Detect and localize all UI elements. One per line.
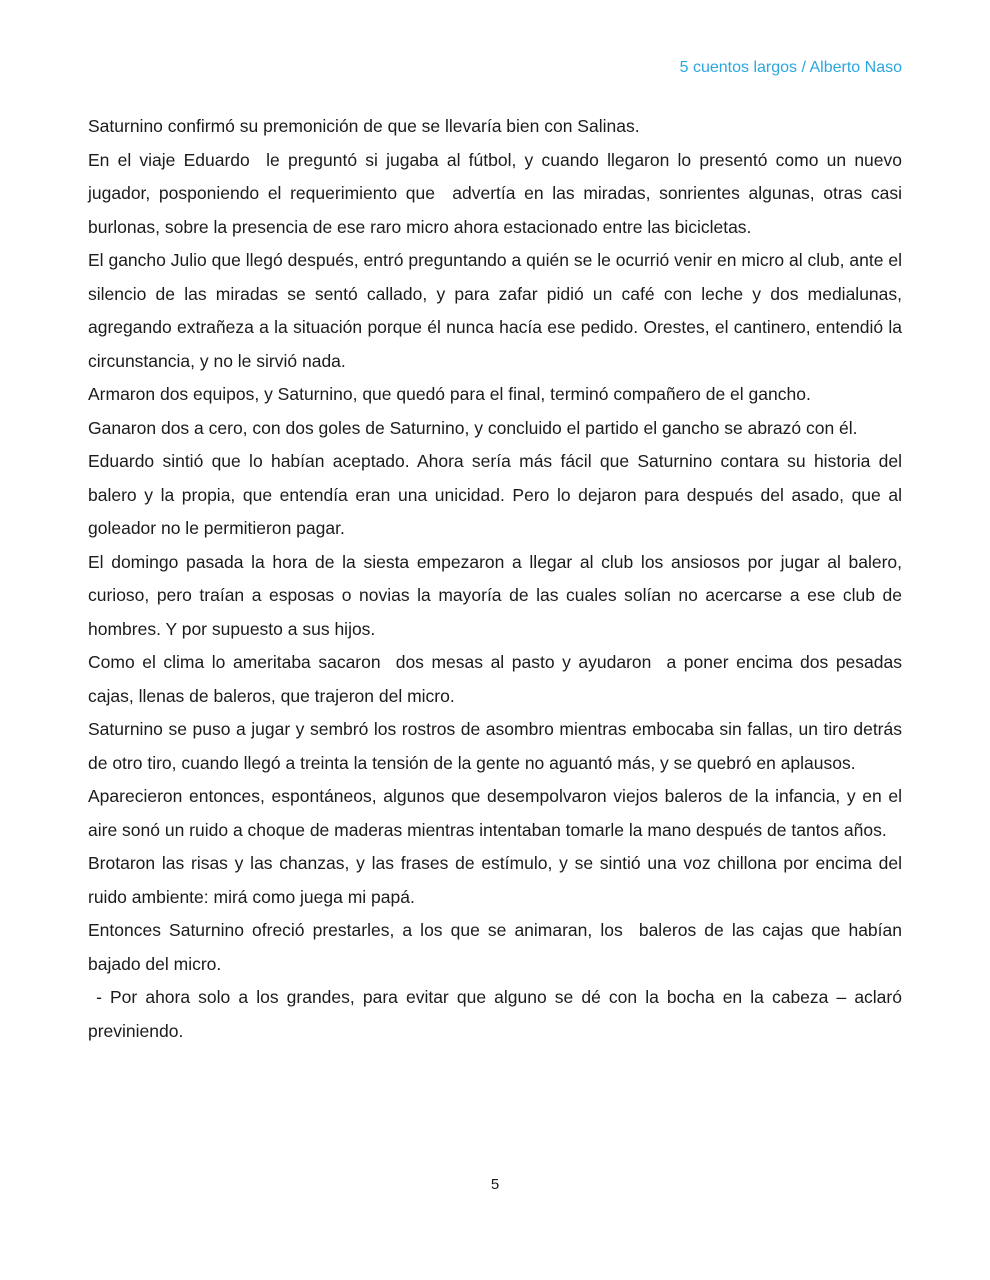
paragraph: Saturnino confirmó su premonición de que se llevaría bien con Salinas. [88,116,640,136]
paragraph: Ganaron dos a cero, con dos goles de Saturnino, y concluido el partido el gancho se abrazó con él. [88,417,858,438]
paragraph: Armaron dos equipos, y Saturnino, que quedó para el final, terminó compañero de el gancho. [88,384,811,404]
paragraph: Eduardo sintió que lo habían aceptado. Ahora sería más fácil que Saturnino contara su historia del balero y la propia, que entendía eran una unicidad. Pero lo dejaron para después del asado, que al goleador no le permitieron pagar. [88,451,907,538]
paragraph: El gancho Julio que llegó después, entró preguntando a quién se le ocurrió venir en micro al club, ante el silencio de las miradas se sentó callado, y para zafar pidió un café con leche y dos medialunas, agregando extrañeza a la situación porque él nunca hacía ese pedido. Orestes, el cantinero, entendió la circunstancia, y no le sirvió nada. [88,250,907,371]
paragraph: El domingo pasada la hora de la siesta empezaron a llegar al club los ansiosos por jugar al balero, curioso, pero traían a esposas o novias la mayoría de las cuales solían no acercarse a ese club de hombres. Y por supuesto a sus hijos. [88,551,907,639]
paragraph: Como el clima lo ameritaba sacaron dos mesas al pasto y ayudaron a poner encima dos pesadas cajas, llenas de baleros, que trajeron del micro. [88,652,907,706]
document-body [88,110,907,1048]
paragraph: En el viaje Eduardo le preguntó si jugaba al fútbol, y cuando llegaron lo presentó como un nuevo jugador, posponiendo el requerimiento que advertía en las miradas, sonrientes algunas, otras casi burlonas, sobre la presencia de ese raro micro ahora estacionado entre las bicicletas. [88,149,907,237]
paragraph: - Por ahora solo a los grandes, para evitar que alguno se dé con la bocha en la cabeza – aclaró previniendo. [88,987,907,1041]
page-number: 5 [490,1176,500,1193]
paragraph: Saturnino se puso a jugar y sembró los rostros de asombro mientras embocaba sin fallas, un tiro detrás de otro tiro, cuando llegó a treinta la tensión de la gente no aguantó más, y se quebró en aplausos. [88,719,907,773]
paragraph: Brotaron las risas y las chanzas, y las frases de estímulo, y se sintió una voz chillona por encima del ruido ambiente: mirá como juega mi papá. [88,853,907,907]
paragraph: Entonces Saturnino ofreció prestarles, a los que se animaran, los baleros de las cajas que habían bajado del micro. [88,920,907,974]
paragraph: Aparecieron entonces, espontáneos, algunos que desempolvaron viejos baleros de la infancia, y en el aire sonó un ruido a choque de maderas mientras intentaban tomarle la mano después de tantos años. [88,786,907,840]
running-header: 5 cuentos largos / Alberto Naso [679,59,902,76]
